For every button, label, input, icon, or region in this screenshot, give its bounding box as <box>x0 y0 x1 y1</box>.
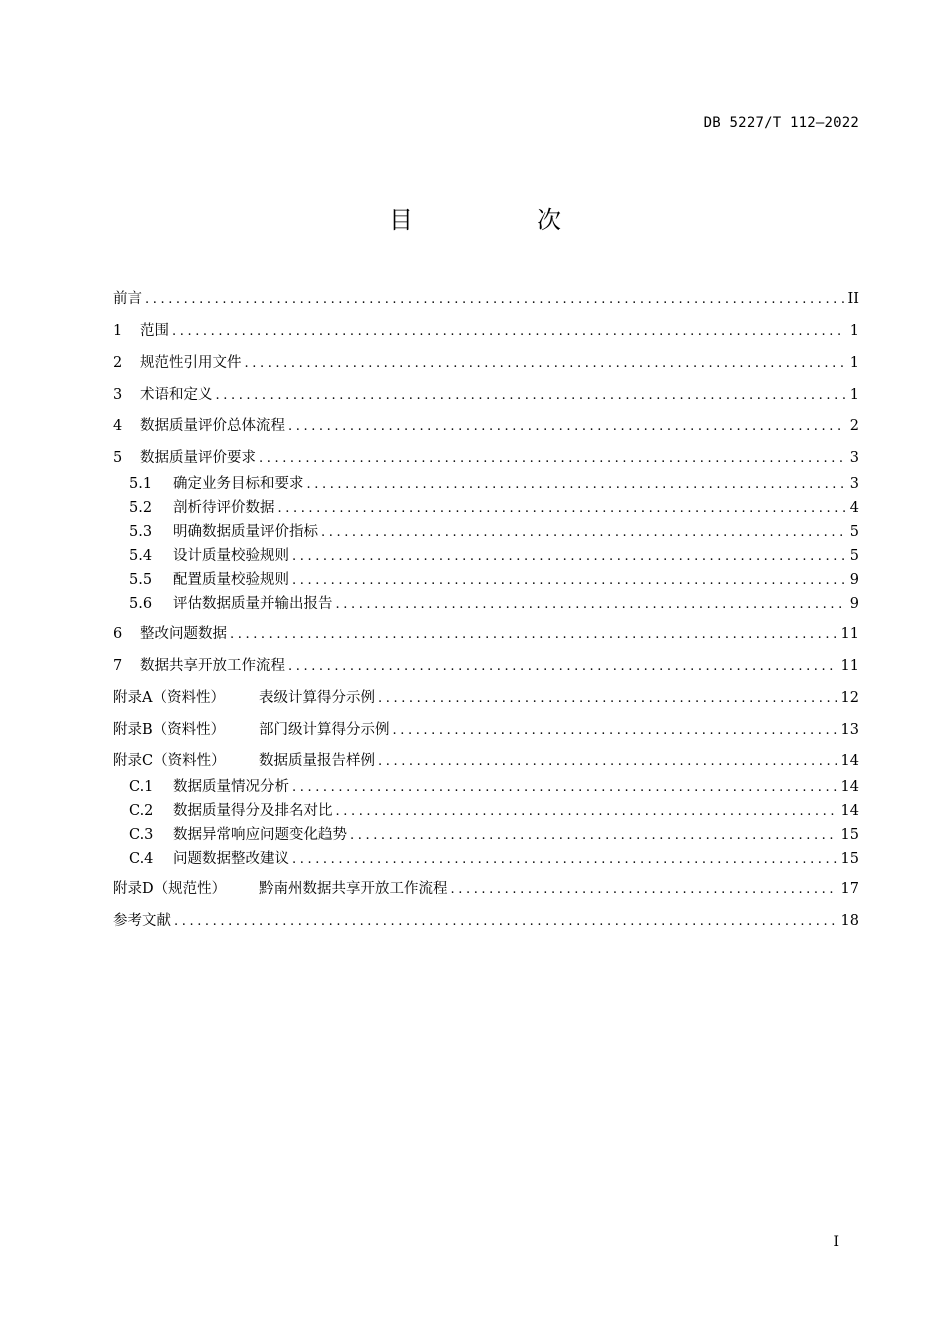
toc-leader-dots <box>378 752 837 772</box>
toc-entry-page: II <box>847 291 859 307</box>
toc-entry-page: 2 <box>849 418 859 434</box>
toc-entry-number: C.3 <box>129 827 154 843</box>
toc-entry-text: 数据质量情况分析 <box>173 779 289 795</box>
toc-entry-text: 前言 <box>113 291 142 307</box>
toc-leader-dots <box>230 625 837 645</box>
toc-entry-text: 数据质量评价总体流程 <box>140 418 285 434</box>
toc-entry-c-3[interactable] <box>129 825 859 846</box>
toc-entry-number: 6 <box>113 626 123 642</box>
toc-entry-text: 评估数据质量并输出报告 <box>173 596 333 612</box>
toc-entry-5-2[interactable] <box>129 498 859 519</box>
toc-entry-number: 5.2 <box>129 500 153 516</box>
toc-entry-number: 附录B（资料性） <box>113 722 226 738</box>
toc-entry-number: 附录A（资料性） <box>113 690 225 706</box>
toc-entry-foreword[interactable] <box>113 289 859 310</box>
toc-entry-5[interactable] <box>113 448 859 469</box>
toc-leader-dots <box>288 657 837 677</box>
toc-entry-page: 3 <box>849 450 859 466</box>
toc-entry-page: 4 <box>849 500 859 516</box>
toc-entry-text: 术语和定义 <box>140 387 213 403</box>
toc-entry-appendix-a[interactable] <box>113 688 859 709</box>
toc-entry-appendix-b[interactable] <box>113 720 859 741</box>
toc-entry-page: 3 <box>849 476 859 492</box>
toc-leader-dots <box>307 475 846 495</box>
toc-entry-page: 17 <box>840 881 859 897</box>
toc-entry-number: 1 <box>113 323 123 339</box>
toc-leader-dots <box>145 290 844 310</box>
toc-entry-text: 确定业务目标和要求 <box>173 476 304 492</box>
toc-entry-c-1[interactable] <box>129 777 859 798</box>
toc-leader-dots <box>350 826 837 846</box>
toc-entry-page: 1 <box>849 387 859 403</box>
toc-title: 目 次 <box>389 206 611 234</box>
toc-entry-text: 配置质量校验规则 <box>173 572 289 588</box>
toc-leader-dots <box>451 880 837 900</box>
page-number: I <box>833 1234 839 1250</box>
toc-entry-2[interactable] <box>113 353 859 374</box>
toc-leader-dots <box>292 571 846 591</box>
toc-leader-dots <box>292 850 837 870</box>
toc-entry-number: C.4 <box>129 851 154 867</box>
toc-entry-page: 15 <box>840 827 859 843</box>
toc-leader-dots <box>245 354 846 374</box>
toc-entry-page: 11 <box>840 658 859 674</box>
toc-leader-dots <box>336 802 837 822</box>
toc-entry-text: 剖析待评价数据 <box>173 500 275 516</box>
toc-entry-c-4[interactable] <box>129 849 859 870</box>
toc-entry-5-5[interactable] <box>129 570 859 591</box>
toc-entry-page: 11 <box>840 626 859 642</box>
toc-entry-page: 15 <box>840 851 859 867</box>
toc-entry-page: 14 <box>840 779 859 795</box>
toc-leader-dots <box>288 417 846 437</box>
toc-entry-text: 数据异常响应问题变化趋势 <box>173 827 347 843</box>
toc-entry-number: 5.5 <box>129 572 153 588</box>
toc-entry-5-6[interactable] <box>129 594 859 615</box>
toc-entry-7[interactable] <box>113 656 859 677</box>
toc-entry-number: 5.4 <box>129 548 153 564</box>
toc-entry-text: 明确数据质量评价指标 <box>173 524 318 540</box>
toc-entry-text: 表级计算得分示例 <box>259 690 375 706</box>
toc-entry-text: 部门级计算得分示例 <box>259 722 390 738</box>
toc-entry-number: C.2 <box>129 803 154 819</box>
toc-entry-appendix-c[interactable] <box>113 751 859 772</box>
toc-entry-6[interactable] <box>113 624 859 645</box>
toc-entry-number: 5.6 <box>129 596 153 612</box>
toc-entry-page: 12 <box>840 690 859 706</box>
toc-entry-text: 数据共享开放工作流程 <box>140 658 285 674</box>
toc-entry-text: 数据质量评价要求 <box>140 450 256 466</box>
toc-entry-number: 2 <box>113 355 123 371</box>
toc-entry-text: 范围 <box>140 323 169 339</box>
toc-entry-text: 整改问题数据 <box>140 626 227 642</box>
toc-entry-number: 附录C（资料性） <box>113 753 226 769</box>
toc-entry-text: 设计质量校验规则 <box>173 548 289 564</box>
toc-entry-page: 1 <box>849 323 859 339</box>
toc-entry-appendix-d[interactable] <box>113 879 859 900</box>
toc-entry-5-4[interactable] <box>129 546 859 567</box>
toc-leader-dots <box>393 721 837 741</box>
toc-entry-number: 附录D（规范性） <box>113 881 227 897</box>
toc-leader-dots <box>172 322 846 342</box>
toc-entry-5-3[interactable] <box>129 522 859 543</box>
toc-entry-page: 5 <box>849 524 859 540</box>
toc-entry-number: C.1 <box>129 779 154 795</box>
toc-entry-page: 13 <box>840 722 859 738</box>
toc-leader-dots <box>259 449 846 469</box>
toc-entry-page: 14 <box>840 803 859 819</box>
document-code: DB 5227/T 112—2022 <box>703 115 859 131</box>
toc-entry-text: 问题数据整改建议 <box>173 851 289 867</box>
toc-leader-dots <box>292 547 846 567</box>
toc-entry-text: 黔南州数据共享开放工作流程 <box>259 881 448 897</box>
toc-entry-3[interactable] <box>113 385 859 406</box>
toc-entry-text: 数据质量报告样例 <box>259 753 375 769</box>
toc-entry-number: 4 <box>113 418 123 434</box>
toc-entry-page: 9 <box>849 596 859 612</box>
toc-entry-1[interactable] <box>113 321 859 342</box>
toc-leader-dots <box>321 523 846 543</box>
toc-entry-page: 1 <box>849 355 859 371</box>
toc-entry-text: 数据质量得分及排名对比 <box>173 803 333 819</box>
toc-leader-dots <box>278 499 846 519</box>
toc-entry-number: 7 <box>113 658 123 674</box>
toc-entry-page: 18 <box>840 913 859 929</box>
toc-entry-text: 规范性引用文件 <box>140 355 242 371</box>
toc-entry-number: 5 <box>113 450 123 466</box>
toc-leader-dots <box>292 778 837 798</box>
toc-entry-page: 9 <box>849 572 859 588</box>
toc-entry-5-1[interactable] <box>129 474 859 495</box>
toc-leader-dots <box>174 912 837 932</box>
toc-leader-dots <box>378 689 837 709</box>
toc-entry-number: 5.1 <box>129 476 153 492</box>
toc-leader-dots <box>216 386 846 406</box>
toc-entry-number: 3 <box>113 387 123 403</box>
toc-entry-references[interactable] <box>113 911 859 932</box>
toc-entry-4[interactable] <box>113 416 859 437</box>
toc-entry-text: 参考文献 <box>113 913 171 929</box>
toc-leader-dots <box>336 595 846 615</box>
toc-entry-page: 5 <box>849 548 859 564</box>
toc-entry-page: 14 <box>840 753 859 769</box>
toc-entry-number: 5.3 <box>129 524 153 540</box>
toc-entry-c-2[interactable] <box>129 801 859 822</box>
